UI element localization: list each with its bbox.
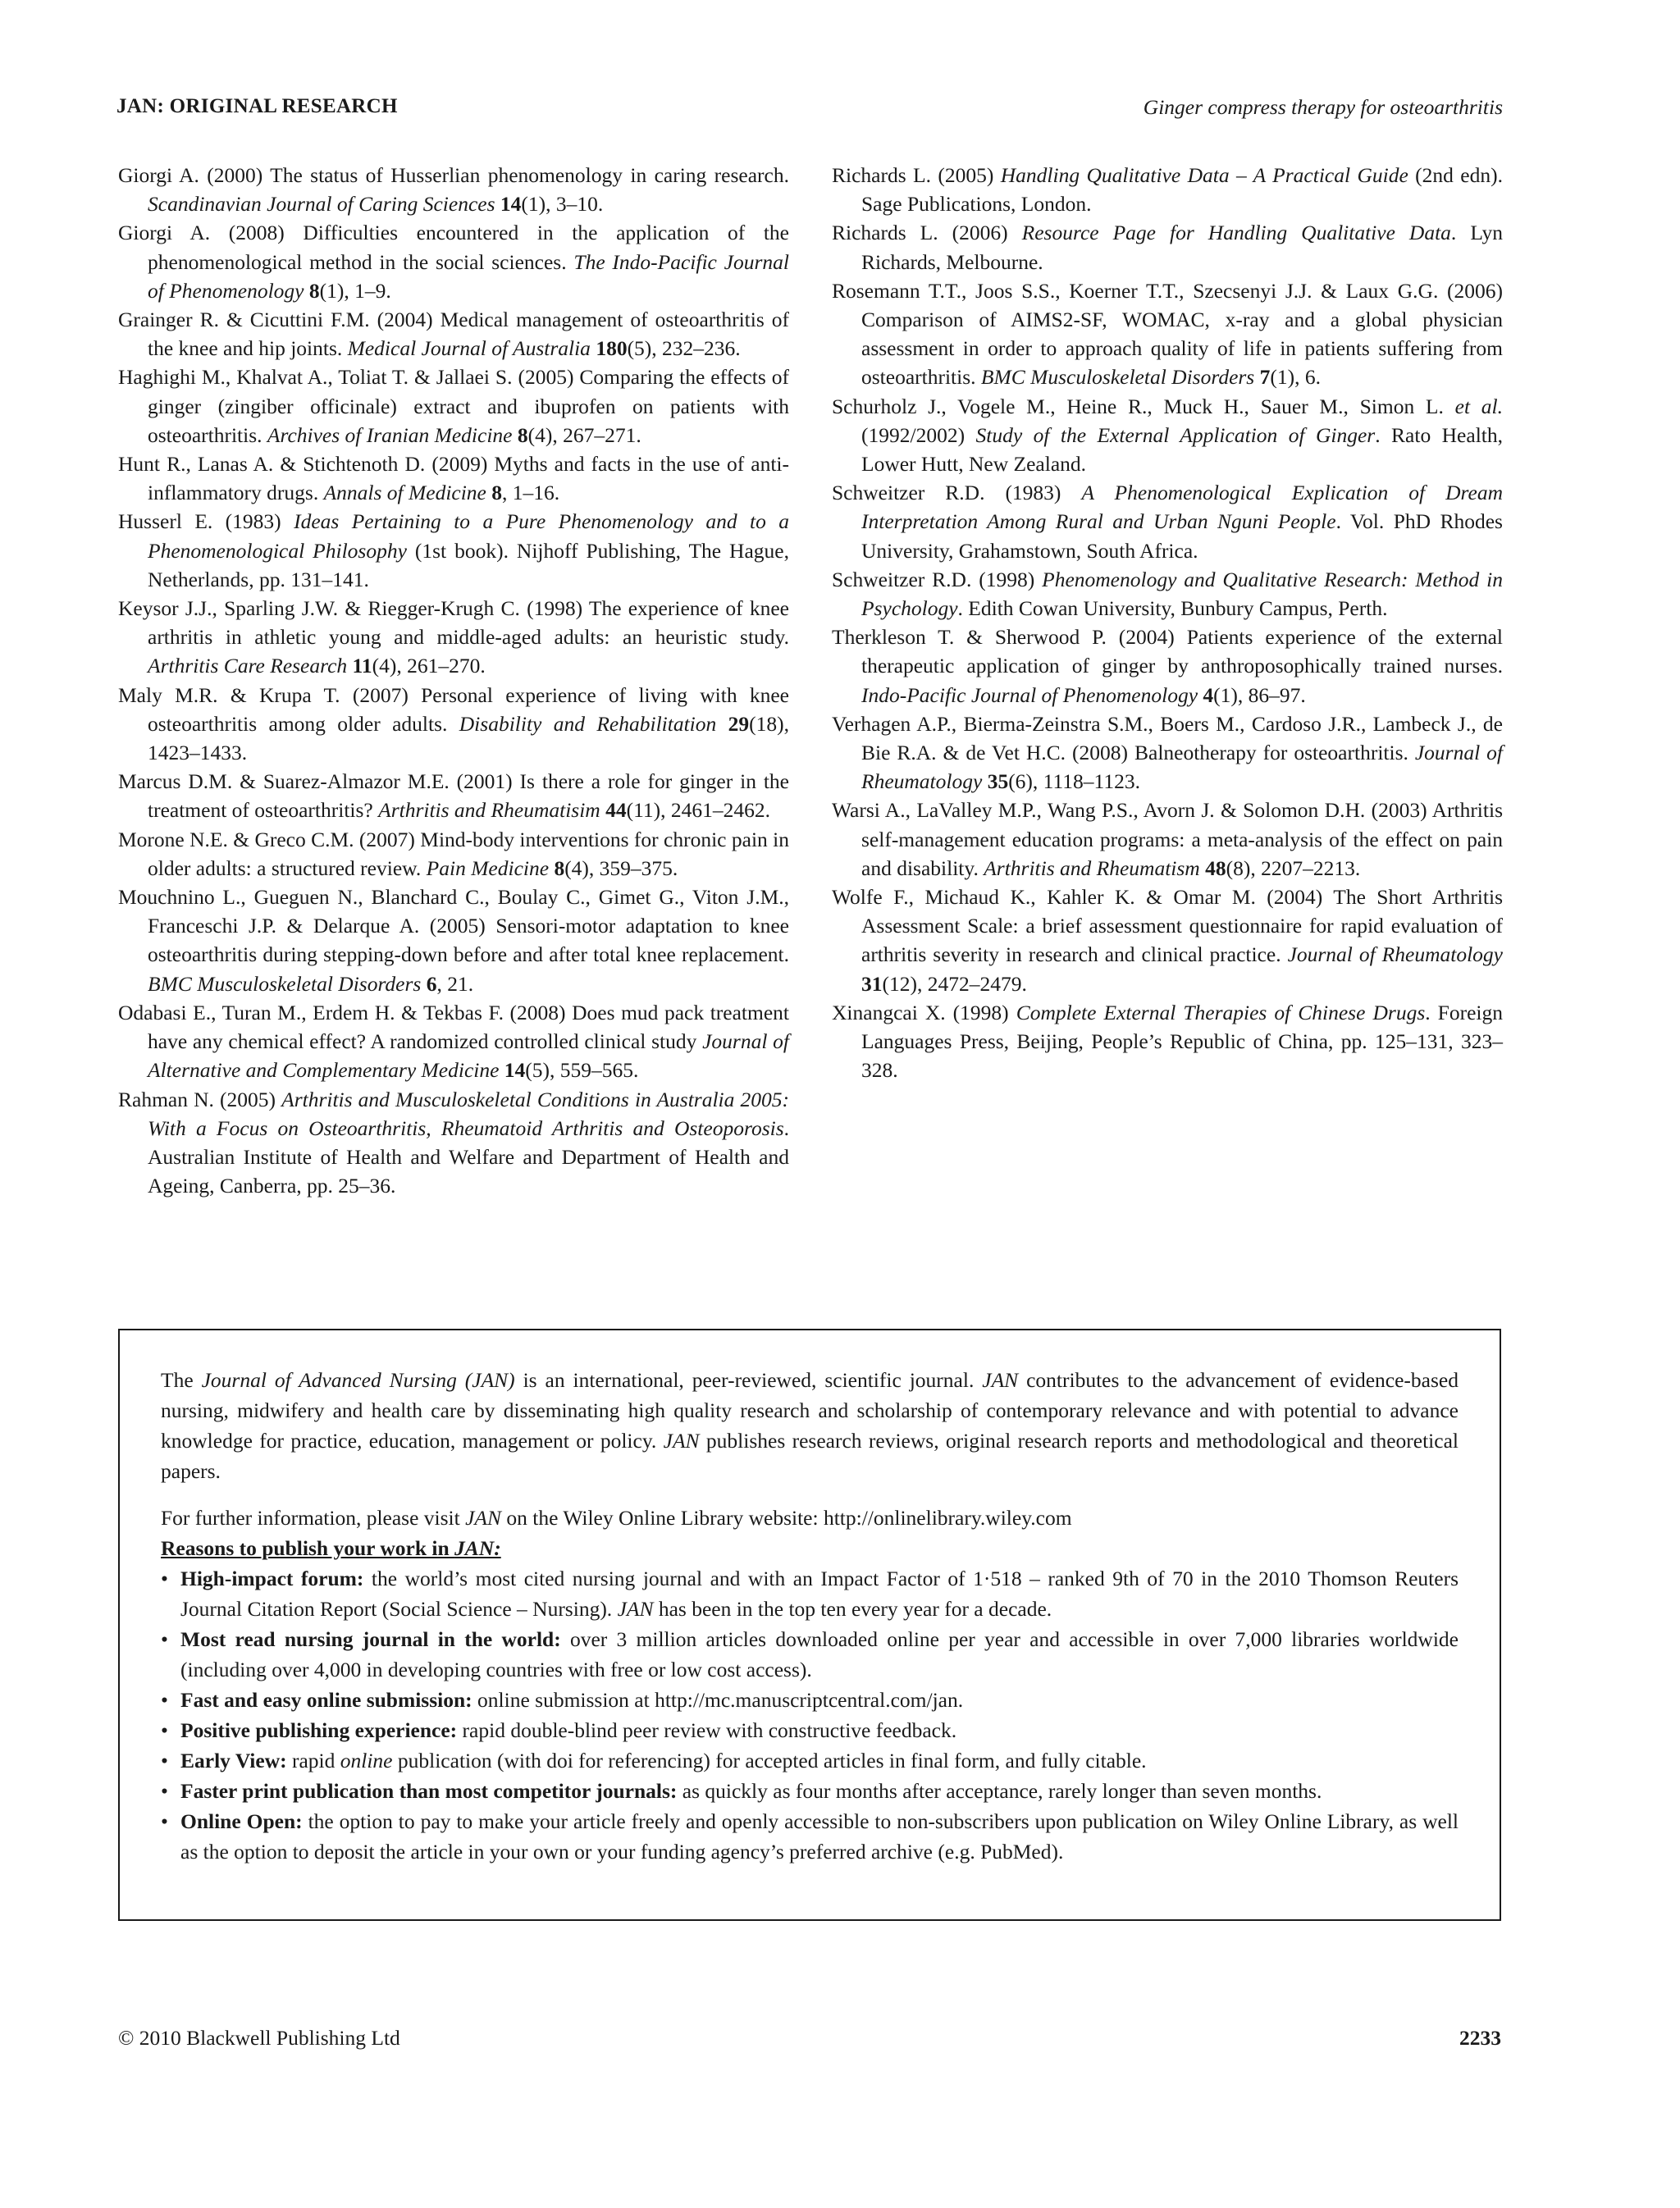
reference-item: Xinangcai X. (1998) Complete External Therapies of Chinese Drugs. Foreign Languages Press, Beijing, People’s Republic of China, pp. 125–131, 323–328.	[832, 1000, 1503, 1083]
reference-item: Warsi A., LaValley M.P., Wang P.S., Avorn J. & Solomon D.H. (2003) Arthritis self-management education programs: a meta-analysis of the effect on pain and disability. Arthritis and Rheumatism 48(8), 2207–2213.	[832, 798, 1503, 880]
reference-item: Mouchnino L., Gueguen N., Blanchard C., Boulay C., Gimet G., Viton J.M., Franceschi J.P. & Delarque A. (2005) Sensori-motor adaptation to knee osteoarthritis during stepping-down before and after total knee replacement. BMC Musculoskeletal Disorders 6, 21.	[118, 885, 789, 996]
reference-item: Schweitzer R.D. (1998) Phenomenology and Qualitative Research: Method in Psychology. Edith Cowan University, Bunbury Campus, Perth.	[832, 567, 1503, 621]
references-right-column	[832, 161, 1503, 1085]
bullet-icon: •	[161, 1688, 168, 1712]
reference-item: Grainger R. & Cicuttini F.M. (2004) Medical management of osteoarthritis of the knee and hip joints. Medical Journal of Australia 180(5), 232–236.	[118, 308, 789, 361]
reference-item: Husserl E. (1983) Ideas Pertaining to a Pure Phenomenology and to a Phenomenological Philosophy (1st book). Nijhoff Publishing, The Hague, Netherlands, pp. 131–141.	[118, 509, 789, 591]
bullet-icon: •	[161, 1627, 168, 1651]
reference-item: Rosemann T.T., Joos S.S., Koerner T.T., Szecsenyi J.J. & Laux G.G. (2006) Comparison of AIMS2-SF, WOMAC, x-ray and a global physician assessment in order to approach quality of life in patients suffering from osteoarthritis. BMC Musculoskeletal Disorders 7(1), 6.	[832, 278, 1503, 390]
reference-item: Haghighi M., Khalvat A., Toliat T. & Jallaei S. (2005) Comparing the effects of ginger (zingiber officinale) extract and ibuprofen on patients with osteoarthritis. Archives of Iranian Medicine 8(4), 267–271.	[118, 365, 789, 447]
reference-item: Therkleson T. & Sherwood P. (2004) Patients experience of the external therapeutic application of ginger by anthroposophically trained nurses. Indo-Pacific Journal of Phenomenology 4(1), 86–97.	[832, 625, 1503, 707]
bullet-icon: •	[161, 1718, 168, 1742]
reasons-heading: Reasons to publish your work in JAN:	[161, 1536, 501, 1560]
reference-item: Richards L. (2006) Resource Page for Handling Qualitative Data. Lyn Richards, Melbourne.	[832, 221, 1503, 274]
reference-item: Verhagen A.P., Bierma-Zeinstra S.M., Boers M., Cardoso J.R., Lambeck J., de Bie R.A. & de Vet H.C. (2008) Balneotherapy for osteoarthritis. Journal of Rheumatology 35(6), 1118–1123.	[832, 711, 1503, 794]
list-item: • Positive publishing experience: rapid double-blind peer review with constructive feedback.	[161, 1715, 1459, 1745]
reference-item: Maly M.R. & Krupa T. (2007) Personal experience of living with knee osteoarthritis among older adults. Disability and Rehabilitation 29(18), 1423–1433.	[118, 682, 790, 765]
reference-item: Schweitzer R.D. (1983) A Phenomenological Explication of Dream Interpretation Among Rural and Urban Nguni People. Vol. PhD Rhodes University, Grahamstown, South Africa.	[832, 481, 1503, 563]
further-info-paragraph: For further information, please visit JAN on the Wiley Online Library website: http://onlinelibrary.wiley.com	[161, 1506, 1072, 1530]
bullet-icon: •	[161, 1809, 168, 1833]
list-item: • Most read nursing journal in the world: over 3 million articles downloaded online per year and accessible in over 7,000 libraries worldwide (including over 4,000 in developing countries with free or low cost access).	[161, 1624, 1459, 1685]
list-item: • Fast and easy online submission: online submission at http://mc.manuscriptcentral.com/jan.	[161, 1685, 1459, 1715]
reference-item: Keysor J.J., Sparling J.W. & Riegger-Krugh C. (1998) The experience of knee arthritis in athletic young and middle-aged adults: an heuristic study. Arthritis Care Research 11(4), 261–270.	[118, 596, 789, 678]
reference-item: Giorgi A. (2008) Difficulties encountered in the application of the phenomenological method in the social sciences. The Indo-Pacific Journal of Phenomenology 8(1), 1–9.	[118, 221, 789, 303]
reasons-list	[161, 1563, 1459, 1867]
page-number: 2233	[1459, 2026, 1501, 2050]
reference-item: Richards L. (2005) Handling Qualitative Data – A Practical Guide (2nd edn). Sage Publications, London.	[832, 163, 1503, 217]
copyright-notice: © 2010 Blackwell Publishing Ltd	[118, 2026, 400, 2050]
bullet-icon: •	[161, 1749, 168, 1772]
list-item: • Faster print publication than most competitor journals: as quickly as four months after acceptance, rarely longer than seven months.	[161, 1776, 1459, 1806]
running-head-right: Ginger compress therapy for osteoarthritis	[1143, 95, 1503, 119]
reference-item: Schurholz J., Vogele M., Heine R., Muck H., Sauer M., Simon L. et al. (1992/2002) Study of the External Application of Ginger. Rato Health, Lower Hutt, New Zealand.	[832, 394, 1503, 477]
reference-item: Giorgi A. (2000) The status of Husserlian phenomenology in caring research. Scandinavian Journal of Caring Sciences 14(1), 3–10.	[118, 163, 789, 217]
running-head-left: JAN: ORIGINAL RESEARCH	[116, 95, 398, 117]
reference-item: Rahman N. (2005) Arthritis and Musculoskeletal Conditions in Australia 2005: With a Focus on Osteoarthritis, Rheumatoid Arthritis and Osteoporosis. Australian Institute of Health and Welfare and Department of Health and Ageing, Canberra, pp. 25–36.	[118, 1087, 789, 1198]
reference-item: Morone N.E. & Greco C.M. (2007) Mind-body interventions for chronic pain in older adults: a structured review. Pain Medicine 8(4), 359–375.	[118, 827, 789, 880]
reference-item: Wolfe F., Michaud K., Kahler K. & Omar M. (2004) The Short Arthritis Assessment Scale: a brief assessment questionnaire for rapid evaluation of arthritis severity in research and clinical practice. Journal of Rheumatology 31(12), 2472–2479.	[832, 885, 1503, 996]
reference-item: Hunt R., Lanas A. & Stichtenoth D. (2009) Myths and facts in the use of anti-inflammatory drugs. Annals of Medicine 8, 1–16.	[118, 452, 789, 505]
bullet-icon: •	[161, 1779, 168, 1803]
journal-intro-paragraph: The Journal of Advanced Nursing (JAN) is an international, peer-reviewed, scientific journal. JAN contributes to the advancement of evidence-based nursing, midwifery and health care by disseminating high quality research and scholarship of contemporary relevance and with potential to advance knowledge for practice, education, management or policy. JAN publishes research reviews, original research reports and methodological and theoretical papers.	[161, 1368, 1459, 1483]
references-left-column	[118, 161, 789, 1200]
journal-info-box	[118, 1329, 1501, 1921]
list-item: • Online Open: the option to pay to make your article freely and openly accessible to non-subscribers upon publication on Wiley Online Library, as well as the option to deposit the article in your own or your funding agency’s preferred archive (e.g. PubMed).	[161, 1806, 1459, 1867]
list-item: • Early View: rapid online publication (with doi for referencing) for accepted articles in final form, and fully citable.	[161, 1745, 1459, 1776]
reference-item: Odabasi E., Turan M., Erdem H. & Tekbas F. (2008) Does mud pack treatment have any chemical effect? A randomized controlled clinical study Journal of Alternative and Complementary Medicine 14(5), 559–565.	[118, 1000, 789, 1083]
reference-item: Marcus D.M. & Suarez-Almazor M.E. (2001) Is there a role for ginger in the treatment of osteoarthritis? Arthritis and Rheumatisim 44(11), 2461–2462.	[118, 769, 789, 823]
list-item: • High-impact forum: the world’s most cited nursing journal and with an Impact Factor of 1·518 – ranked 9th of 70 in the 2010 Thomson Reuters Journal Citation Report (Social Science – Nursing). JAN has been in the top ten every year for a decade.	[161, 1563, 1459, 1624]
bullet-icon: •	[161, 1567, 168, 1590]
